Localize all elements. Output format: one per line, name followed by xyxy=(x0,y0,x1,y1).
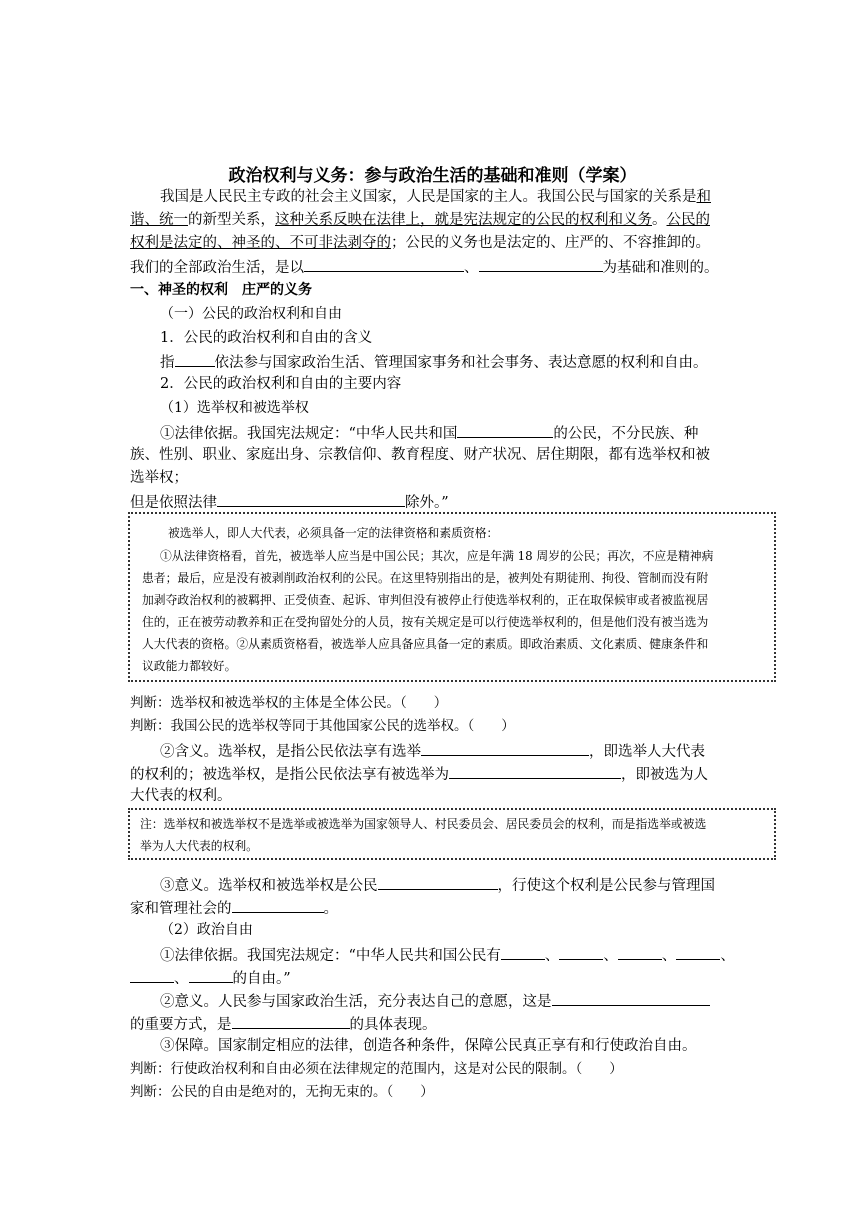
meaning-line-1: ②含义。选举权，是指公民依法享有选举 ，即选举人大代表 xyxy=(160,740,735,763)
intro-line-1: 我国是人民民主专政的社会主义国家，人民是国家的主人。我国公民与国家的关系是和 xyxy=(160,189,711,205)
intro-line-3: 权利是法定的、神圣的、不可非法剥夺的；公民的义务也是法定的、庄严的、不容推卸的。 xyxy=(130,235,710,251)
item1-text: 指 依法参与国家政治生活、管理国家事务和社会事务、表达意愿的权利和自由。 xyxy=(160,351,765,374)
law-line-1: ①法律依据。我国宪法规定：“中华人民共和国 的公民，不分民族、种 xyxy=(160,422,735,445)
fill-blank[interactable] xyxy=(421,740,589,756)
fill-blank[interactable] xyxy=(378,874,498,890)
note-box: 被选举人，即人大代表，必须具备一定的法律资格和素质资格： ①从法律资格看，首先，被选举人应当是中国公民；其次，应是年满 18 周岁的公民；再次，不应是精神病 患者；最后，应是没有被剥削政治权利的公民。在这里特别指出的是，被判处有期徒刑、拘役、管制而没有附 加剥夺政治权利的被羁押、正受侦查、起诉、审判但没有被停止行使选举权利的，正在取保候审或者被监视居 住的，正在被劳动教养和正在受拘留处分的人员，按有关规定是可以行使选举权利的，但是他们没有被当选为 人大代表的资格。②从素质资格看，被选举人应具备应具备一定的素质。即政治素质、文化素质、健康条件和 议政能力都较好。 xyxy=(128,512,776,682)
fill-blank[interactable] xyxy=(457,422,553,438)
judgment-question: 判断：公民的自由是绝对的，无拘无束的。（ ） xyxy=(130,1084,434,1100)
significance-line-2: 家和管理社会的 。 xyxy=(130,897,735,920)
item-heading: 2．公民的政治权利和自由的主要内容 xyxy=(160,376,402,392)
intro-line-2: 谐、统一的新型关系，这种关系反映在法律上，就是宪法规定的公民的权利和义务。公民的 xyxy=(130,212,710,228)
note-box: 注：选举权和被选举权不是选举或被选举为国家领导人、村民委员会、居民委员会的权利，而是指选举或被选 举为人大代表的权利。 xyxy=(128,808,776,860)
fill-blank[interactable] xyxy=(232,1013,350,1029)
law-line-3: 选举权； xyxy=(130,470,188,486)
fill-blank[interactable] xyxy=(217,491,405,507)
fill-blank[interactable] xyxy=(189,967,233,983)
subsection-heading: （1）选举权和被选举权 xyxy=(160,400,309,416)
freedom-line-1: ①法律依据。我国宪法规定：“中华人民共和国公民有 、 、 、 、 xyxy=(160,944,735,967)
meaning-line-2: 的权利的；被选举权，是指公民依法享有被选举为 ，即被选为人 xyxy=(130,763,735,786)
section-heading: 一、神圣的权利 庄严的义务 xyxy=(130,282,312,298)
fill-blank[interactable] xyxy=(304,256,464,272)
fill-blank[interactable] xyxy=(501,944,545,960)
fill-blank[interactable] xyxy=(676,944,720,960)
fill-blank[interactable] xyxy=(130,967,174,983)
freedom-line-2: 、 的自由。” xyxy=(130,967,735,990)
fill-blank[interactable] xyxy=(552,990,710,1006)
fill-blank[interactable] xyxy=(618,944,662,960)
law-line-4: 但是依照法律 除外。” xyxy=(130,491,735,514)
subsection-heading: （一）公民的政治权利和自由 xyxy=(160,306,342,322)
item-heading: 1．公民的政治权利和自由的含义 xyxy=(160,330,373,346)
subsection-heading: （2）政治自由 xyxy=(160,922,253,938)
fill-blank[interactable] xyxy=(559,944,603,960)
fill-blank[interactable] xyxy=(479,256,603,272)
law-line-2: 族、性别、职业、家庭出身、宗教信仰、教育程度、财产状况、居住期限，都有选举权和被 xyxy=(130,447,710,463)
freedom-meaning-line-1: ②意义。人民参与国家政治生活，充分表达自己的意愿，这是 xyxy=(160,990,735,1013)
intro-line-4: 我们的全部政治生活，是以 、 为基础和准则的。 xyxy=(130,256,735,279)
significance-line-1: ③意义。选举权和被选举权是公民 ，行使这个权利是公民参与管理国 xyxy=(160,874,735,897)
fill-blank[interactable] xyxy=(232,897,324,913)
fill-blank[interactable] xyxy=(175,351,215,367)
freedom-meaning-line-2: 的重要方式，是 的具体表现。 xyxy=(130,1013,735,1036)
judgment-question: 判断：我国公民的选举权等同于其他国家公民的选举权。（ ） xyxy=(130,718,515,734)
fill-blank[interactable] xyxy=(449,763,621,779)
page-title: 政治权利与义务：参与政治生活的基础和准则（学案） xyxy=(228,166,637,186)
guarantee-text: ③保障。国家制定相应的法律，创造各种条件，保障公民真正享有和行使政治自由。 xyxy=(160,1038,697,1054)
meaning-line-3: 大代表的权利。 xyxy=(130,788,232,804)
judgment-question: 判断：行使政治权利和自由必须在法律规定的范围内，这是对公民的限制。（ ） xyxy=(130,1061,623,1077)
judgment-question: 判断：选举权和被选举权的主体是全体公民。（ ） xyxy=(130,695,448,711)
